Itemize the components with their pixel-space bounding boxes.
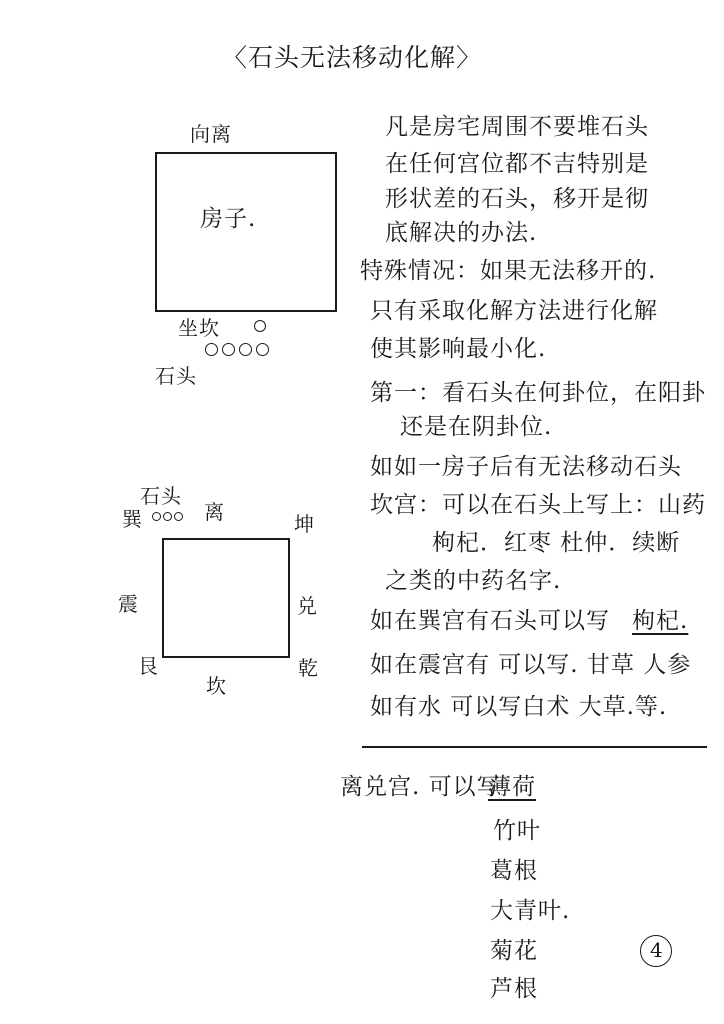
trigram-kun: 坤 — [294, 512, 315, 536]
trigram-qian: 乾 — [298, 656, 319, 680]
text-line: 在任何宫位都不吉特别是 — [385, 151, 649, 177]
text-line: 底解决的办法. — [385, 220, 538, 246]
text-line: 第一：看石头在何卦位，在阳卦 — [370, 380, 706, 406]
text-line: 形状差的石头，移开是彻 — [385, 186, 649, 212]
text-line: 坎宫：可以在石头上写上：山药 — [370, 492, 706, 518]
stone-circle — [239, 343, 252, 356]
trigram-li: 离 — [204, 500, 225, 524]
trigram-xun: 巽 — [122, 507, 143, 531]
text-line: 凡是房宅周围不要堆石头 — [385, 114, 649, 140]
section-divider — [362, 746, 707, 748]
text-line: 特殊情况：如果无法移开的. — [360, 258, 657, 284]
li-dui-prefix: 离兑宫. 可以写 — [340, 774, 501, 800]
diagram1-top-label: 向离 — [190, 122, 232, 146]
herb-item: 大青叶. — [490, 898, 571, 924]
stone-circle — [163, 512, 172, 521]
herb-item: 竹叶 — [493, 818, 541, 844]
trigram-zhen: 震 — [118, 592, 139, 616]
text-line: 只有采取化解方法进行化解 — [370, 298, 658, 324]
diagram2-stone-label: 石头 — [140, 484, 182, 508]
trigram-gen: 艮 — [138, 654, 159, 678]
text-line: 如在巽宫有石头可以写 — [370, 608, 610, 634]
herb-item: 薄荷 — [488, 774, 536, 800]
trigram-kan: 坎 — [206, 674, 227, 698]
stone-circle — [222, 343, 235, 356]
herb-item: 菊花 — [490, 938, 538, 964]
diagram1-bottom-label: 坐坎 — [178, 316, 220, 340]
page-title: 〈石头无法移动化解〉 — [222, 43, 483, 72]
page-number: 4 — [650, 938, 664, 962]
text-line: 枸杞．红枣 杜仲．续断 — [432, 530, 681, 556]
diagram2-house-square — [162, 538, 290, 658]
text-line: 还是在阴卦位. — [400, 414, 553, 440]
diagram1-house-label: 房子. — [200, 206, 257, 232]
text-line: 如如一房子后有无法移动石头 — [370, 454, 682, 480]
diagram1-stone-label: 石头 — [155, 364, 197, 388]
text-line: 如在震宫有 可以写. 甘草 人参 — [370, 652, 692, 678]
stone-circle — [205, 343, 218, 356]
stone-circle — [254, 320, 266, 332]
stone-circle — [256, 343, 269, 356]
trigram-dui: 兑 — [297, 594, 318, 618]
herb-item: 芦根 — [490, 976, 538, 1002]
underlined-herb: 枸杞. — [632, 608, 689, 634]
text-line: 使其影响最小化. — [370, 336, 547, 362]
stone-circle — [152, 512, 161, 521]
text-line: 之类的中药名字. — [385, 568, 562, 594]
text-line: 如有水 可以写白术 大草.等. — [370, 694, 668, 720]
herb-item: 葛根 — [490, 858, 538, 884]
stone-circle — [174, 512, 183, 521]
